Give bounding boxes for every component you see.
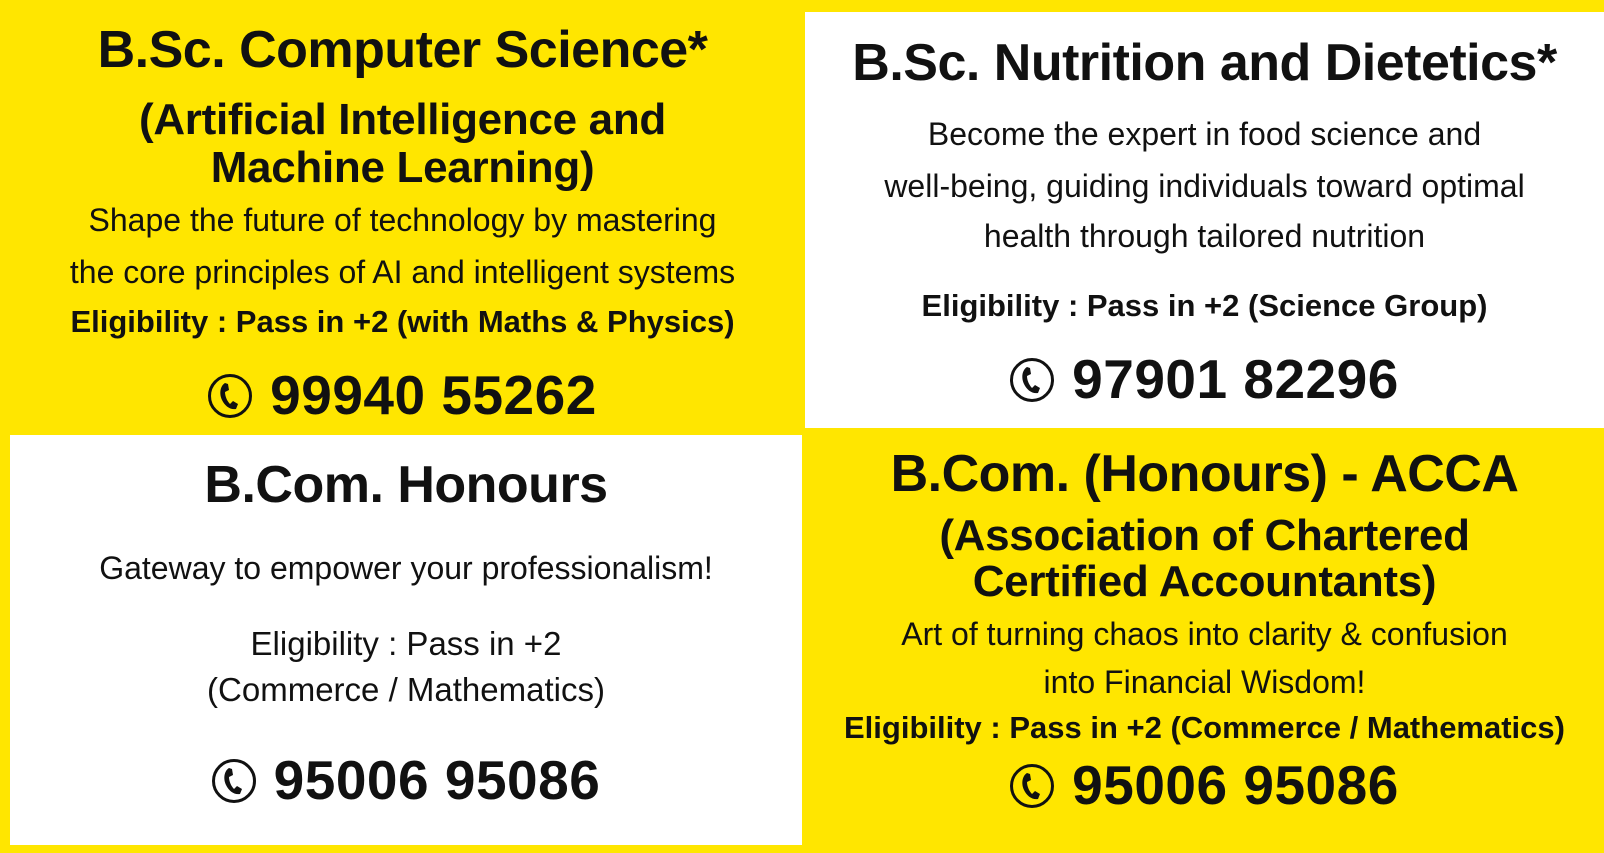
- course-description-line: well-being, guiding individuals toward optimal: [884, 168, 1525, 204]
- phone-number: 95006 95086: [273, 749, 601, 811]
- course-card-bcom-honours: [10, 435, 802, 845]
- course-description-line: Art of turning chaos into clarity & confusion: [901, 616, 1508, 652]
- course-eligibility: (Commerce / Mathematics): [207, 671, 605, 708]
- phone-number: 97901 82296: [1072, 348, 1399, 410]
- course-eligibility: Eligibility : Pass in +2: [250, 625, 562, 662]
- course-eligibility: Eligibility : Pass in +2 (with Maths & Physics): [70, 304, 735, 339]
- course-description-line: into Financial Wisdom!: [1043, 664, 1366, 700]
- course-description-line: Shape the future of technology by mastering: [88, 202, 717, 238]
- course-subtitle-line: (Artificial Intelligence and: [138, 95, 667, 144]
- phone-icon: [1010, 764, 1054, 808]
- course-subtitle-line: Certified Accountants): [972, 557, 1437, 606]
- course-eligibility: Eligibility : Pass in +2 (Commerce / Mathematics): [844, 710, 1565, 745]
- course-title: B.Sc. Computer Science*: [97, 21, 708, 79]
- course-title: B.Com. (Honours) - ACCA: [890, 445, 1519, 503]
- contact-phone[interactable]: [805, 348, 1604, 410]
- course-description-line: health through tailored nutrition: [983, 218, 1426, 254]
- contact-phone[interactable]: [0, 364, 805, 426]
- contact-phone[interactable]: [10, 749, 802, 811]
- phone-icon: [208, 374, 252, 418]
- contact-phone[interactable]: [805, 754, 1604, 816]
- course-description-line: Gateway to empower your professionalism!: [99, 550, 713, 586]
- course-subtitle-line: Machine Learning): [210, 143, 595, 192]
- course-card-nutrition: [805, 12, 1604, 428]
- course-card-computer-science: [0, 0, 805, 433]
- phone-number: 95006 95086: [1072, 754, 1399, 816]
- course-title: B.Com. Honours: [204, 456, 608, 514]
- course-card-bcom-acca: [805, 428, 1604, 853]
- phone-icon: [1010, 358, 1054, 402]
- phone-icon: [212, 759, 256, 803]
- course-subtitle-line: (Association of Chartered: [939, 511, 1470, 560]
- course-eligibility: Eligibility : Pass in +2 (Science Group): [921, 288, 1488, 323]
- course-description-line: Become the expert in food science and: [927, 116, 1482, 152]
- course-description-line: the core principles of AI and intelligent systems: [69, 254, 736, 290]
- course-title: B.Sc. Nutrition and Dietetics*: [852, 34, 1557, 92]
- phone-number: 99940 55262: [270, 364, 597, 426]
